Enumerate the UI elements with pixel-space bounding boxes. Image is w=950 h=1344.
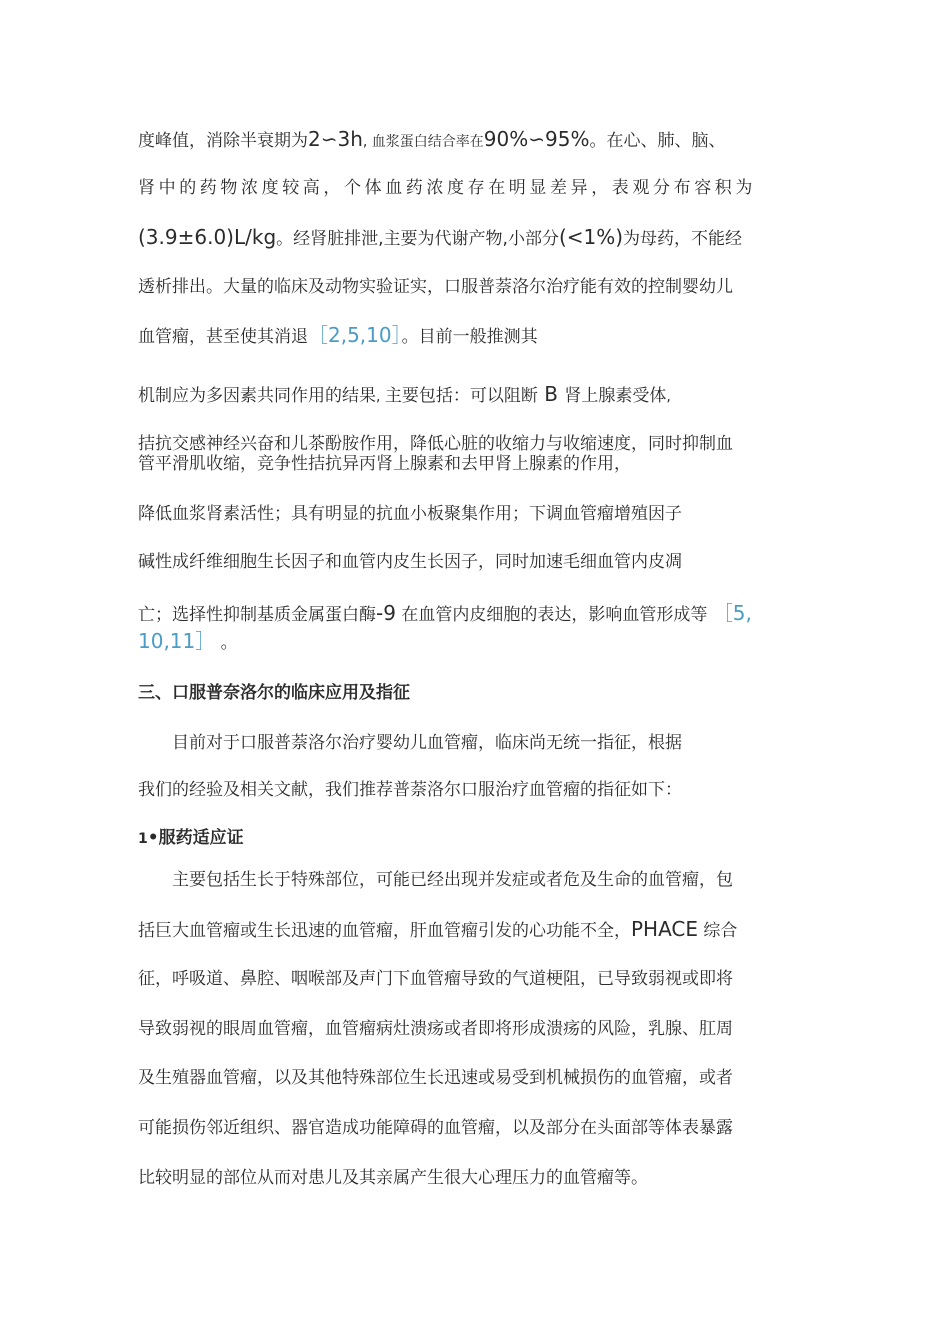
- text-line: 肾中的药物浓度较高，个体血药浓度存在明显差异，表观分布容积为: [138, 178, 756, 198]
- text-number: (<1%): [558, 225, 624, 249]
- text: 。: [215, 633, 238, 653]
- text-line: 透析排出。大量的临床及动物实验证实，口服普萘洛尔治疗能有效的控制婴幼儿: [138, 277, 733, 297]
- text-line: [138, 917, 737, 943]
- subsection-number: 1: [138, 831, 148, 847]
- text-line: [138, 382, 671, 409]
- text: PHACE: [631, 917, 699, 941]
- text-line: [138, 323, 538, 349]
- text: 度峰值，消除半衰期为: [138, 131, 308, 151]
- text: 括巨大血管瘤或生长迅速的血管瘤，肝血管瘤引发的心功能不全，: [138, 921, 631, 941]
- text-number: (3.9±6.0)L/kg: [138, 225, 277, 249]
- text-number: 90%∽95%: [483, 127, 590, 151]
- text-line: 我们的经验及相关文献，我们推荐普萘洛尔口服治疗血管瘤的指征如下：: [138, 780, 682, 800]
- subsection-title: •服药适应证: [147, 828, 244, 848]
- text-line: 碱性成纤维细胞生长因子和血管内皮生长因子，同时加速毛细血管内皮凋: [138, 552, 682, 572]
- text: B: [537, 382, 565, 406]
- text-line: [138, 225, 742, 251]
- text-line: 拮抗交感神经兴奋和儿茶酚胺作用，降低心脏的收缩力与收缩速度，同时抑制血: [138, 434, 733, 454]
- citation-link[interactable]: ［5,: [712, 601, 752, 625]
- text: 。经肾脏排泄,主要为代谢产物,小部分: [276, 229, 559, 249]
- text: 在血管内皮细胞的表达，影响血管形成等: [395, 605, 708, 625]
- text: 主要包括：可以阻断: [384, 386, 538, 406]
- text-line: 降低血浆肾素活性；具有明显的抗血小板聚集作用；下调血管瘤增殖因子: [138, 504, 682, 524]
- text: ,: [666, 389, 671, 405]
- text-line: [138, 629, 238, 655]
- text-number: -9: [376, 601, 396, 625]
- text: 为母药，不能经: [623, 229, 743, 249]
- text-line: [138, 601, 752, 627]
- text: 机制应为多因素共同作用的结果: [138, 386, 376, 406]
- text: 亡；选择性抑制基质金属蛋白酶: [138, 605, 376, 625]
- text: 综合: [698, 921, 738, 941]
- text-line: 主要包括生长于特殊部位，可能已经出现并发症或者危及生命的血管瘤，包: [172, 870, 733, 890]
- text-line: 管平滑肌收缩，竞争性拮抗异丙肾上腺素和去甲肾上腺素的作用，: [138, 454, 631, 474]
- text: 。在心、肺、脑、: [589, 131, 726, 151]
- text-line: 可能损伤邻近组织、器官造成功能障碍的血管瘤，以及部分在头面部等体表暴露: [138, 1118, 733, 1138]
- text: 肾上腺素受体: [564, 386, 667, 406]
- subsection-heading: [138, 826, 244, 851]
- text-line: 及生殖器血管瘤，以及其他特殊部位生长迅速或易受到机械损伤的血管瘤，或者: [138, 1068, 733, 1088]
- text-line: 目前对于口服普萘洛尔治疗婴幼儿血管瘤，临床尚无统一指征，根据: [172, 733, 682, 753]
- text-line: 征，呼吸道、鼻腔、咽喉部及声门下血管瘤导致的气道梗阻，已导致弱视或即将: [138, 969, 733, 989]
- text: 。目前一般推测其: [401, 327, 538, 347]
- text-line: 导致弱视的眼周血管瘤，血管瘤病灶溃疡或者即将形成溃疡的风险，乳腺、肛周: [138, 1019, 733, 1039]
- section-heading: 三、口服普奈洛尔的临床应用及指征: [138, 683, 410, 703]
- text: , 血浆蛋白结合率在: [362, 134, 484, 150]
- text: ,: [376, 389, 385, 405]
- text-number: 2∽3h: [308, 127, 363, 151]
- citation-link[interactable]: ［2,5,10］: [308, 323, 402, 347]
- text-line: [138, 127, 725, 154]
- citation-link[interactable]: 10,11］: [138, 629, 216, 653]
- text: 血管瘤，甚至使其消退: [138, 327, 308, 347]
- text-line: 比较明显的部位从而对患儿及其亲属产生很大心理压力的血管瘤等。: [138, 1168, 648, 1188]
